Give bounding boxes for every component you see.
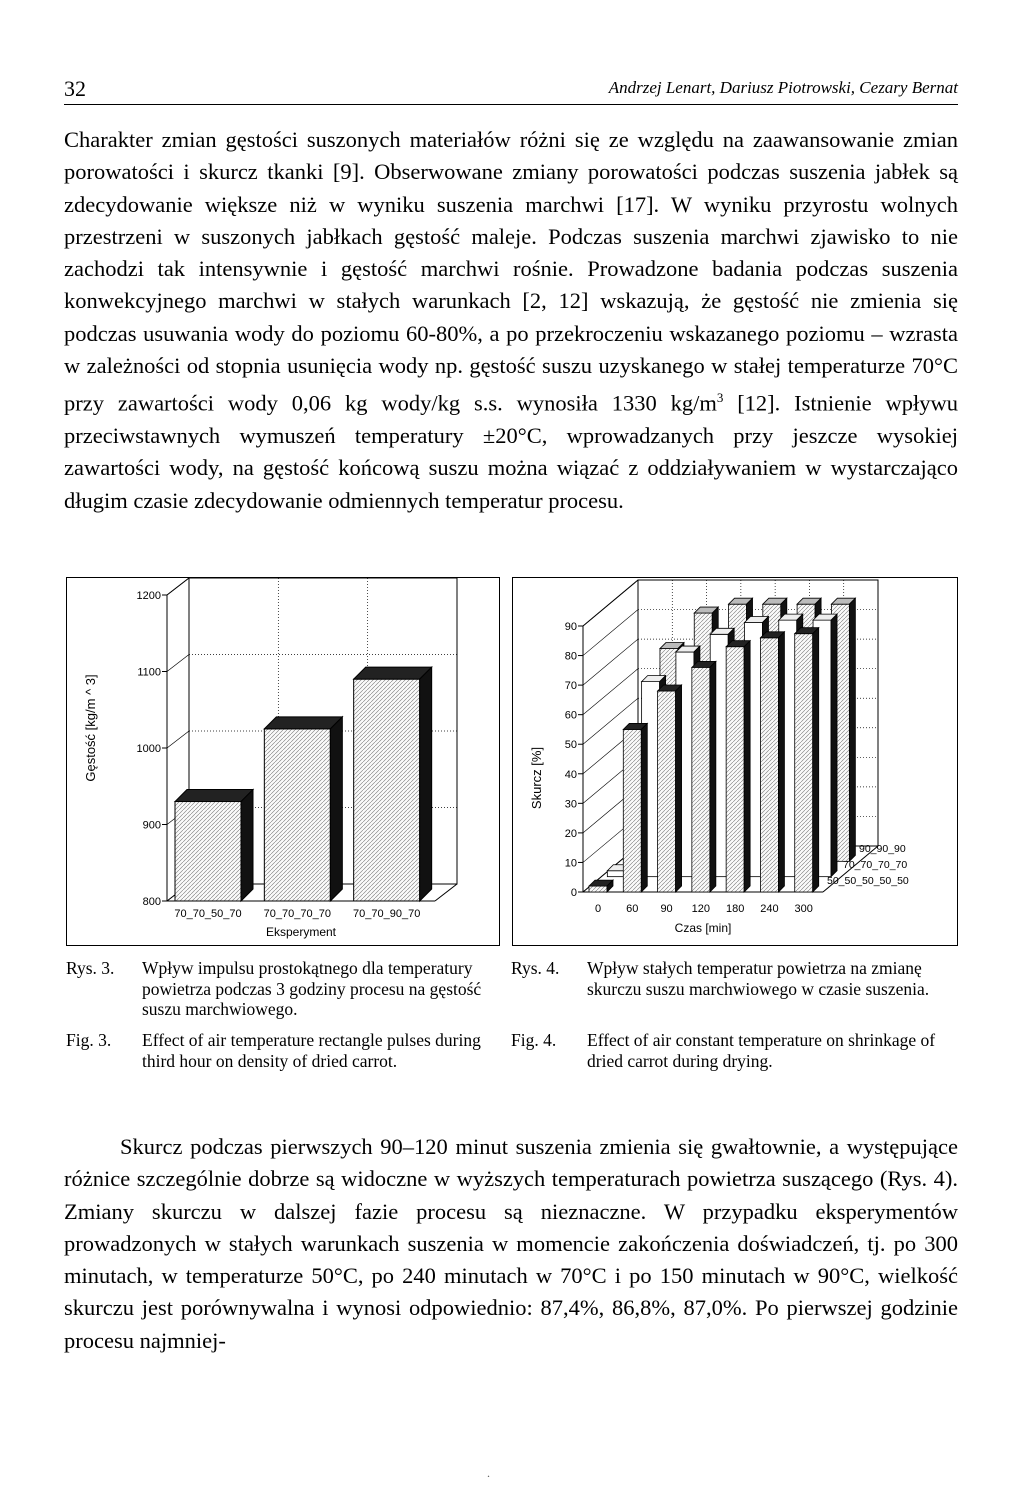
floor-edge	[435, 884, 457, 901]
caption-label: Rys. 3.	[66, 958, 115, 978]
bar-top	[354, 667, 432, 679]
caption-text: Wpływ stałych temperatur powietrza na zmianę skurczu suszu marchwiowego w czasie suszenia.	[587, 958, 930, 999]
x-tick-label: 70_70_50_70	[174, 908, 242, 920]
y-tick-label: 800	[142, 896, 161, 908]
body-paragraph-2: Skurcz podczas pierwszych 90–120 minut suszenia zmienia się gwałtownie, a występujące różnice szczególnie dobrze są widoczne w wyższych temperaturach powietrza suszącego (Rys. 4). Zmiany skurczu w dalszej fazie procesu są nieznaczne. W przypadku eksperymentów prowadzonych w stałych warunkach suszenia w momencie zakończenia doświadczeń, tj. po 300 minutach, w temperaturze 50°C, po 240 minutach w 70°C i po 150 minutach w 90°C, wielkość skurczu jest porównywalna i wynosi odpowiednio: 87,4%, 86,8%, 87,0%. Po pierwszej godzinie procesu najmniej-	[64, 1134, 958, 1353]
footer-mark: .	[487, 1466, 490, 1480]
bar-side	[778, 632, 784, 892]
bar-side	[813, 628, 819, 892]
density-bar-chart	[67, 578, 499, 945]
y-tick-label: 80	[564, 650, 577, 663]
gridline-side	[583, 669, 638, 715]
figure-3	[66, 577, 500, 946]
bar-side	[831, 614, 837, 877]
gridline-side	[167, 731, 189, 748]
superscript-3: 3	[716, 390, 724, 406]
x-tick-label: 120	[691, 903, 711, 915]
figure-4	[512, 577, 958, 946]
x-axis-label: Eksperyment	[265, 925, 337, 939]
bar-side	[744, 641, 750, 892]
caption-label: Rys. 4.	[511, 958, 560, 978]
page-number: 32	[64, 76, 86, 101]
bar-side	[710, 661, 716, 892]
gridline-side	[583, 639, 638, 685]
y-tick-label: 0	[570, 887, 577, 899]
series-label: 70_70_70_70	[843, 859, 908, 871]
y-axis-label: Skurcz [%]	[529, 746, 544, 810]
bar-front	[607, 871, 625, 877]
y-tick-label: 1000	[136, 743, 161, 755]
bar-side	[420, 667, 432, 901]
running-head-authors: Andrzej Lenart, Dariusz Piotrowski, Cezary Bernat	[608, 78, 958, 97]
bar-side	[641, 723, 647, 892]
series-label: 90_90_90	[859, 843, 906, 855]
y-tick-label: 1200	[136, 590, 161, 602]
bar-front	[726, 647, 744, 892]
figure-3-caption-en	[66, 1030, 496, 1094]
y-tick-label: 1100	[137, 666, 161, 679]
caption-text: Effect of air constant temperature on shrinkage of dried carrot during drying.	[587, 1030, 936, 1071]
caption-label: Fig. 3.	[66, 1030, 112, 1050]
bar-front	[354, 679, 420, 901]
bar-side	[330, 717, 342, 901]
x-axis-label: Czas [min]	[674, 921, 732, 935]
x-tick-label: 180	[725, 903, 745, 915]
paragraph-1-text-b: [12]. Istnienie wpływu przeciwstawnych wymuszeń temperatury ±20°C, wprowadzanych przy jeszcze wysokiej zawartości wody, na gęstość końcową suszu można wiązać z oddziaływaniem w wystarczająco długim czasie zdecydowanie odmiennych temperatur procesu.	[64, 390, 958, 513]
gridline-side	[583, 610, 638, 656]
bar-top	[175, 790, 253, 802]
paragraph-1-text-a: Charakter zmian gęstości suszonych materiałów różni się ze względu na zaawansowanie zmian porowatości i skurcz tkanki [9]. Obserwowane zmiany porowatości podczas suszenia jabłek są zdecydowanie większe niż w wyniku suszenia marchwi [17]. W wyniku przyrostu wolnych przestrzeni w suszonych jabłkach gęstość maleje. Podczas suszenia marchwi zjawisko to nie zachodzi tak intensywnie i gęstość marchwi rośnie. Prowadzone badania podczas suszenia konwekcyjnego marchwi w stałych warunkach [2, 12] wskazują, że gęstość nie zmienia się podczas usuwania wody do poziomu 60-80%, a po przekroczeniu wskazanego poziomu – wzrasta w zależności od stopnia usunięcia wody np. gęstość suszu uzyskanego w stałej temperaturze 70°C przy zawartości wody 0,06 kg wody/kg s.s. wynosiła 1330 kg/m	[64, 127, 958, 416]
gridline-side	[167, 578, 189, 595]
caption-label: Fig. 4.	[511, 1030, 557, 1050]
bar-front	[760, 638, 778, 892]
bar-top	[264, 717, 342, 729]
caption-text: Wpływ impulsu prostokątnego dla temperatury powietrza podczas 3 godziny procesu na gęstość suszu marchwiowego.	[142, 958, 482, 1019]
bar-side	[849, 598, 855, 861]
gridline-side	[583, 580, 638, 626]
figure-4-caption-en	[511, 1030, 958, 1074]
y-tick-label: 40	[564, 768, 577, 781]
x-tick-label: 60	[626, 903, 639, 915]
y-axis-label: Gęstość [kg/m ^ 3]	[83, 674, 98, 782]
bar-front	[658, 691, 676, 892]
bar-side	[676, 685, 682, 892]
bar-front	[692, 667, 710, 892]
bar-front	[589, 886, 607, 892]
bar-front	[264, 729, 330, 901]
y-tick-label: 50	[564, 739, 577, 752]
gridline-side	[167, 655, 189, 672]
bar-front	[795, 634, 813, 892]
x-tick-label: 90	[660, 903, 673, 915]
x-tick-label: 0	[594, 903, 602, 915]
figure-4-caption-pl	[511, 958, 958, 1022]
shrinkage-3d-bar-chart	[513, 578, 957, 945]
running-header	[64, 76, 958, 105]
x-tick-label: 70_70_90_70	[353, 908, 421, 920]
y-tick-label: 90	[564, 621, 577, 633]
x-tick-label: 240	[760, 903, 779, 915]
x-tick-label: 70_70_70_70	[263, 908, 331, 920]
y-tick-label: 70	[564, 680, 577, 693]
caption-text: Effect of air temperature rectangle pulses during third hour on density of dried carrot.	[142, 1030, 481, 1071]
y-tick-label: 60	[564, 709, 577, 722]
bar-front	[623, 729, 641, 892]
series-label: 50_50_50_50_50	[827, 875, 909, 887]
bar-front	[175, 802, 241, 901]
body-paragraph-1	[64, 124, 958, 517]
x-tick-label: 300	[794, 903, 813, 915]
y-tick-label: 10	[564, 857, 577, 870]
y-tick-label: 900	[142, 819, 161, 832]
y-tick-label: 30	[564, 798, 577, 811]
bar-side	[241, 790, 253, 901]
y-tick-label: 20	[564, 827, 577, 840]
figure-3-caption-pl	[66, 958, 496, 1022]
